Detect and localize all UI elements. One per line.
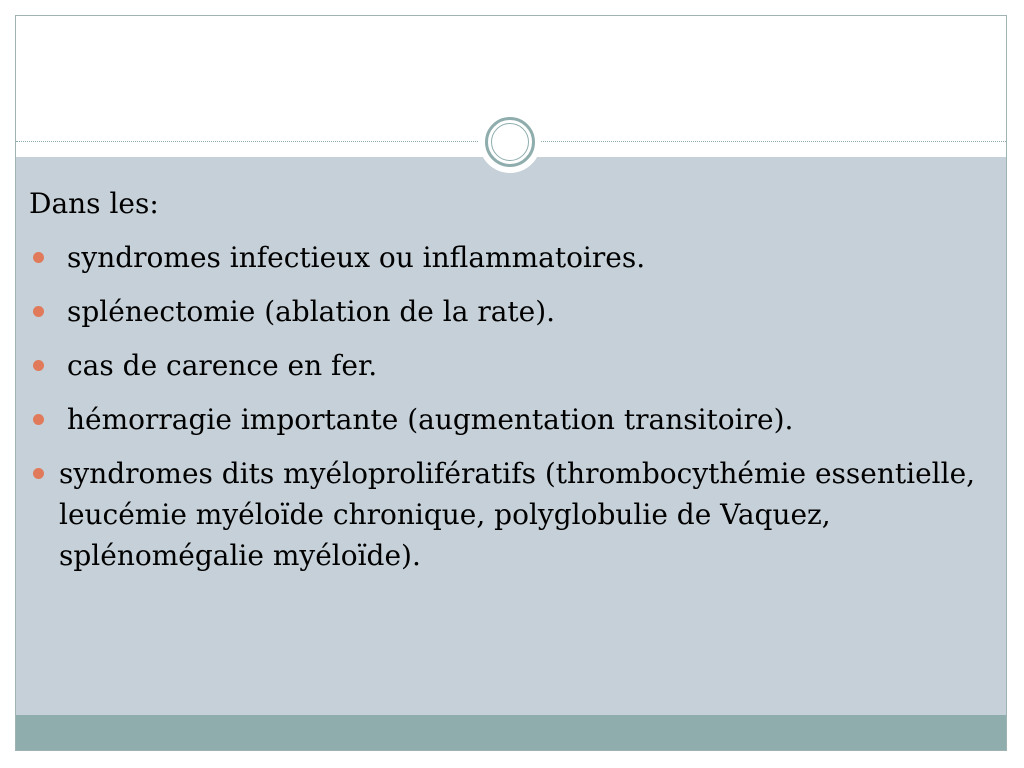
- bullet-dot-icon: [33, 252, 44, 263]
- bullet-text: syndromes dits myéloprolifératifs (thrombocythémie essentielle, leucémie myéloïde chronique, polyglobulie de Vaquez, splénomégalie myéloïde).: [59, 457, 976, 572]
- bullet-item: [29, 345, 979, 386]
- bullet-dot-icon: [33, 468, 44, 479]
- bullet-dot-icon: [33, 360, 44, 371]
- bullet-text: syndromes infectieux ou inflammatoires.: [67, 241, 646, 274]
- intro-text: Dans les:: [29, 187, 159, 220]
- bullet-item: [29, 291, 979, 332]
- circle-ornament-inner: [491, 123, 529, 161]
- footer-bar: [16, 715, 1006, 750]
- bullet-text: splénectomie (ablation de la rate).: [67, 295, 556, 328]
- bullet-list: [29, 237, 979, 576]
- bullet-text: cas de carence en fer.: [67, 349, 378, 382]
- bullet-item: [29, 453, 979, 576]
- bullet-dot-icon: [33, 414, 44, 425]
- bullet-item: [29, 399, 979, 440]
- body-text: [29, 183, 979, 589]
- bullet-item: [29, 237, 979, 278]
- bullet-text: hémorragie importante (augmentation transitoire).: [67, 403, 794, 436]
- bullet-dot-icon: [33, 306, 44, 317]
